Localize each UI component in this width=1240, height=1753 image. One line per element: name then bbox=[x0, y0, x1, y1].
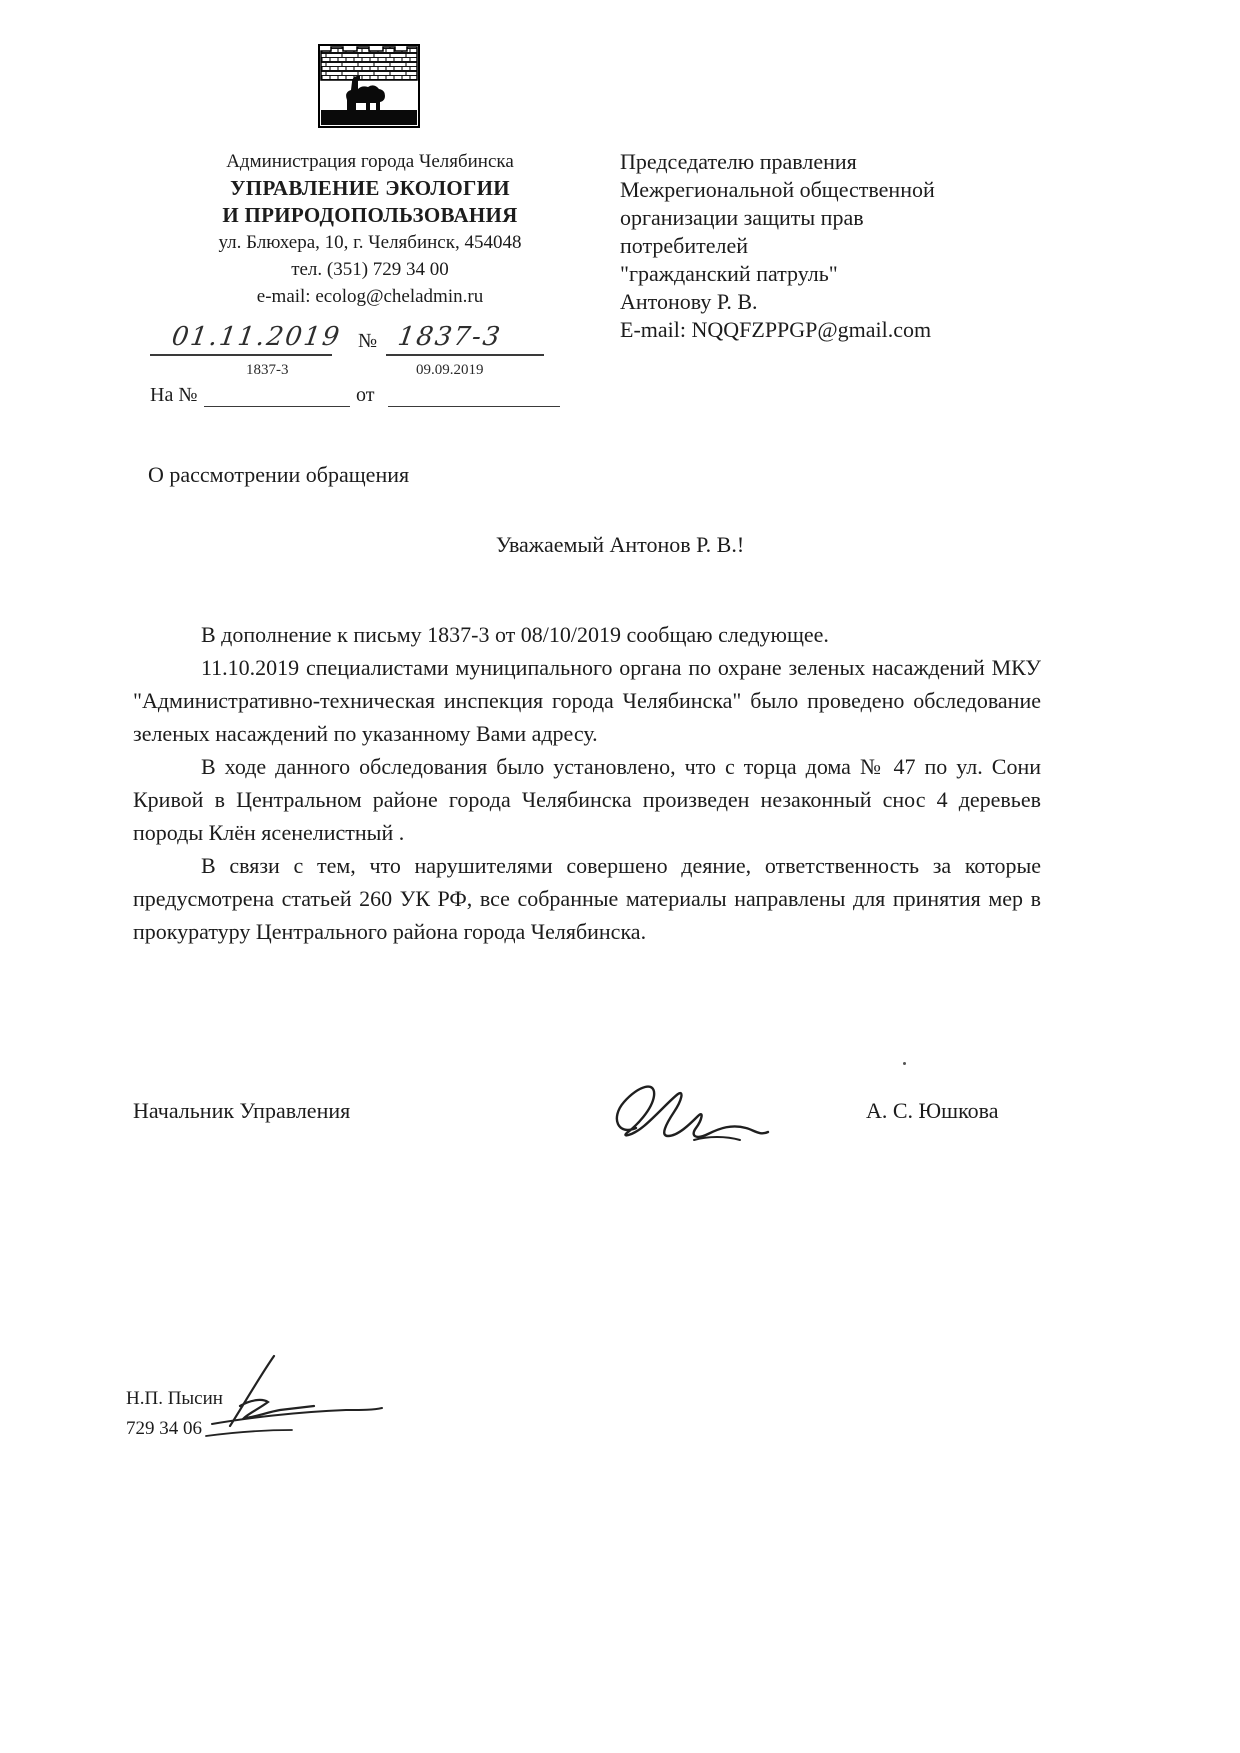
city-emblem-icon bbox=[318, 44, 420, 128]
sender-department-2: И ПРИРОДОПОЛЬЗОВАНИЯ bbox=[222, 203, 518, 227]
signer-name: А. С. Юшкова bbox=[866, 1098, 999, 1123]
na-number-underline bbox=[204, 406, 350, 407]
outgoing-number-handwritten: 1837-3 bbox=[395, 322, 504, 352]
body-paragraph-4: В связи с тем, что нарушителями совершено деяние, ответственность за которые предусмотрена статьей 260 УК РФ, все собранные материалы направлены для принятия мер в прокуратуру Центрального района города Челябинска. bbox=[133, 853, 1041, 944]
recipient-name: Антонову Р. В. bbox=[620, 289, 758, 314]
recipient-line: Председателю правления bbox=[620, 149, 857, 174]
sender-email: e-mail: ecolog@cheladmin.ru bbox=[256, 286, 484, 307]
recipient-line: Межрегиональной общественной bbox=[620, 177, 935, 202]
scan-speck bbox=[903, 1062, 906, 1065]
stamp-number: 1837-3 bbox=[246, 362, 289, 378]
letter-subject: О рассмотрении обращения bbox=[148, 462, 410, 487]
executor-phone: 729 34 06 bbox=[126, 1418, 202, 1439]
na-number-label: На № bbox=[150, 384, 198, 406]
outgoing-date-handwritten: 01.11.2019 bbox=[169, 322, 343, 352]
number-underline bbox=[386, 354, 544, 356]
sender-phone: тел. (351) 729 34 00 bbox=[291, 259, 449, 280]
sender-block bbox=[128, 148, 612, 310]
reference-line bbox=[150, 322, 590, 422]
recipient-email: E-mail: NQQFZPPGP@gmail.com bbox=[620, 317, 932, 342]
sender-administration: Администрация города Челябинска bbox=[226, 151, 514, 172]
salutation: Уважаемый Антонов Р. В.! bbox=[495, 532, 745, 557]
ot-label: от bbox=[356, 384, 375, 406]
number-sign-label: № bbox=[358, 330, 378, 352]
ot-date-underline bbox=[388, 406, 560, 407]
letter-body bbox=[133, 618, 1041, 948]
sender-address: ул. Блюхера, 10, г. Челябинск, 454048 bbox=[218, 232, 522, 253]
signer-position: Начальник Управления bbox=[133, 1098, 351, 1123]
body-paragraph-3: В ходе данного обследования было установлено, что с торца дома № 47 по ул. Сони Кривой в Центральном районе города Челябинска произведен незаконный снос 4 деревьев породы Клён ясенелистный . bbox=[133, 754, 1041, 845]
stamp-date: 09.09.2019 bbox=[416, 362, 484, 378]
executor-name: Н.П. Пысин bbox=[126, 1388, 223, 1409]
sender-department-1: УПРАВЛЕНИЕ ЭКОЛОГИИ bbox=[230, 176, 510, 200]
recipient-line: потребителей bbox=[620, 233, 748, 258]
recipient-line: "гражданский патруль" bbox=[620, 261, 838, 286]
recipient-line: организации защиты прав bbox=[620, 205, 864, 230]
recipient-block bbox=[620, 148, 1040, 344]
date-underline bbox=[150, 354, 332, 356]
body-paragraph-2: 11.10.2019 специалистами муниципального органа по охране зеленых насаждений МКУ "Административно-техническая инспекция города Челябинска" было проведено обследование зеленых насаждений по указанному Вами адресу. bbox=[133, 655, 1041, 746]
body-paragraph-1: В дополнение к письму 1837-3 от 08/10/2019 сообщаю следующее. bbox=[201, 622, 829, 647]
signature-ink bbox=[598, 1066, 788, 1166]
executor-signature-ink bbox=[196, 1348, 406, 1444]
